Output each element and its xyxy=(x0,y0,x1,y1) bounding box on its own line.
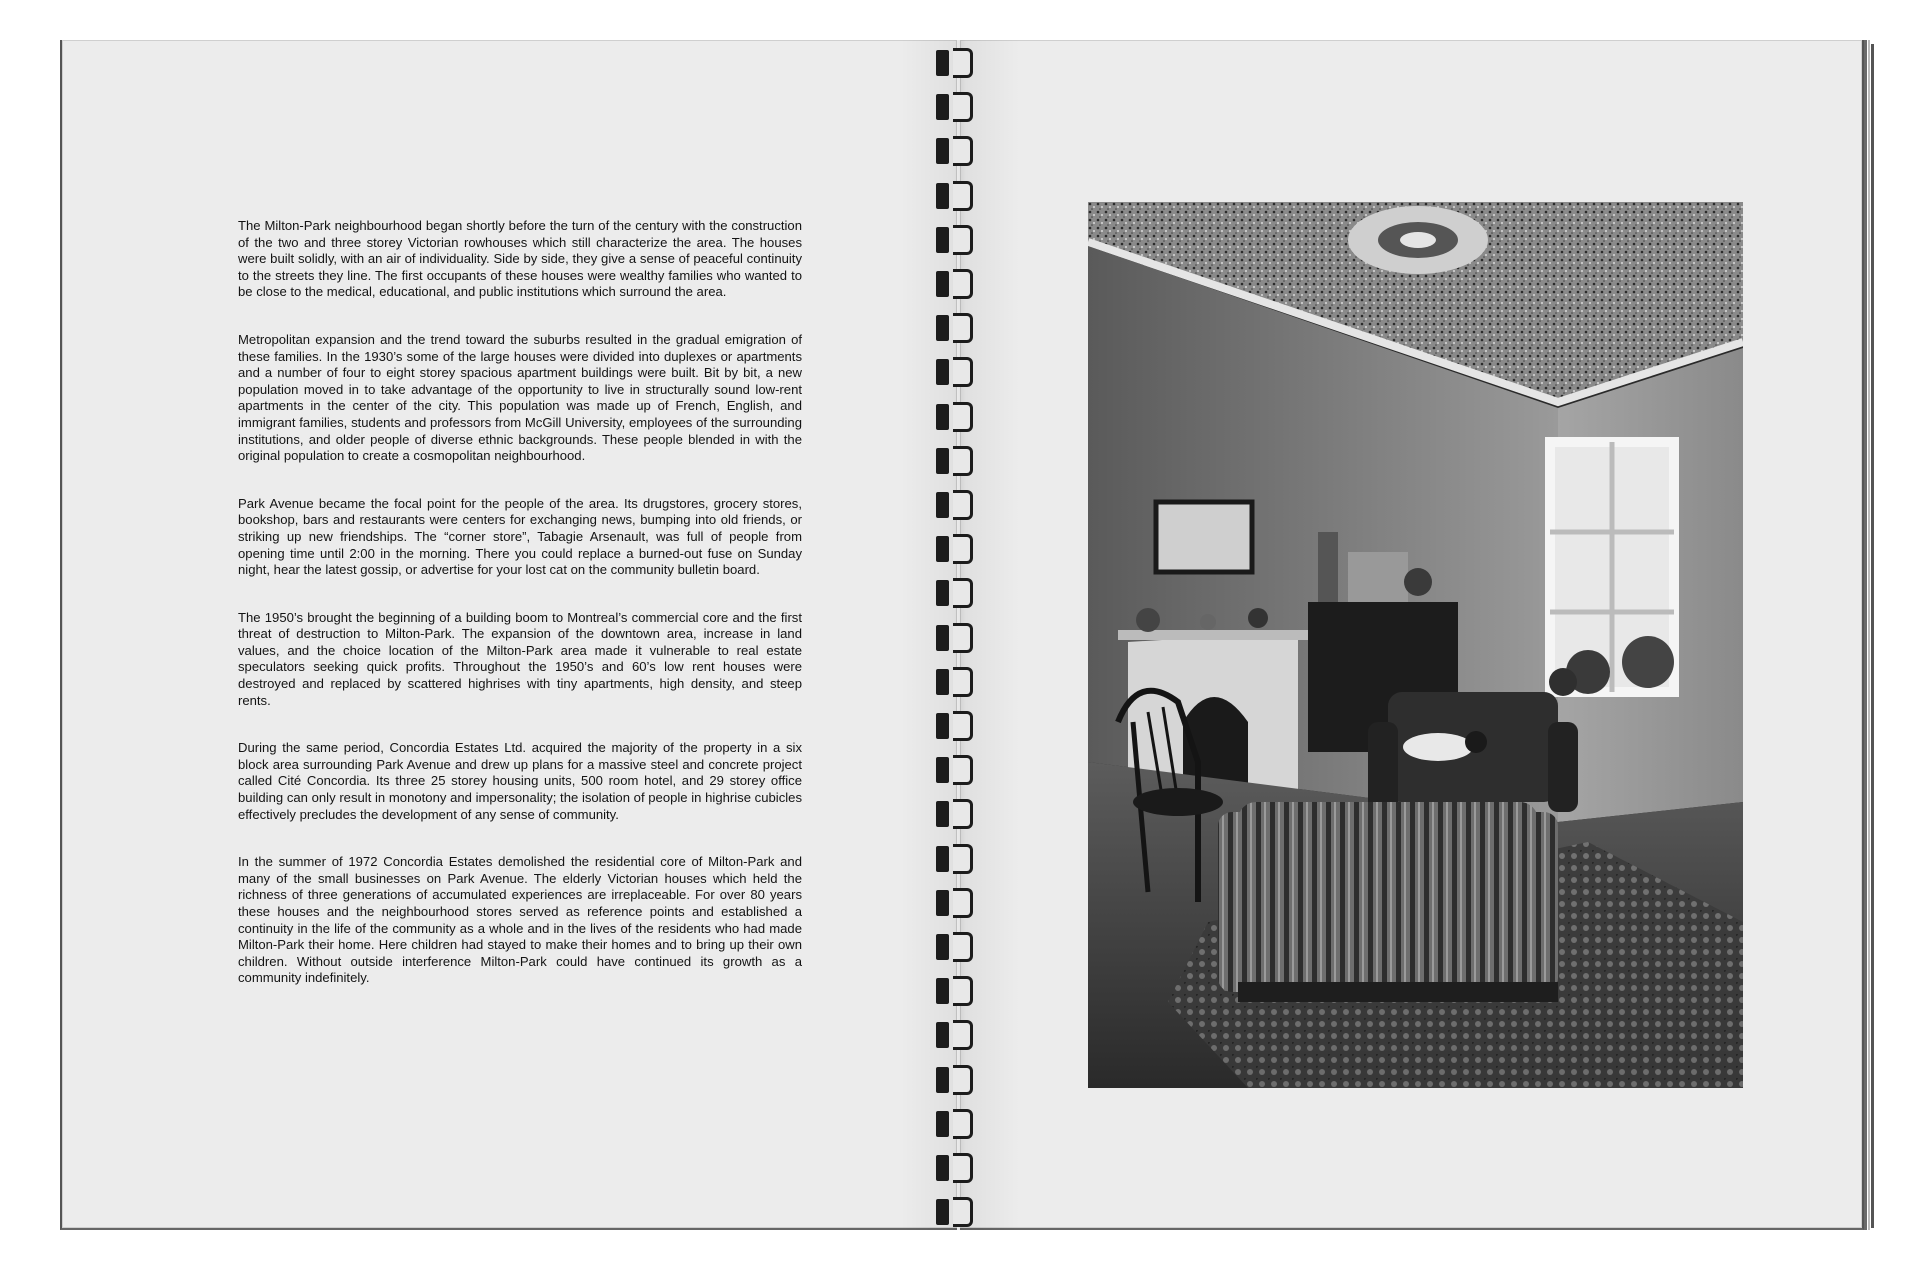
paragraph: In the summer of 1972 Concordia Estates demolished the residential core of Milton-Park and many of the small businesses on Park Avenue. The elderly Victorian houses which held the richness of three generations of accumulated experiences are irreplaceable. For over 80 years these houses and the neighbourhood stores served as reference points and established a continuity in the life of the community as a whole and in the lives of the residents who had made Milton-Park their home. Here children had stayed to make their homes and to bring up their own children. Without outside interference Milton-Park could have continued its growth as a community indefinitely. xyxy=(238,854,802,986)
binding-ring xyxy=(936,667,978,697)
binding-ring xyxy=(936,1153,978,1183)
binding-ring xyxy=(936,534,978,564)
binding-ring xyxy=(936,402,978,432)
binding-ring xyxy=(936,1197,978,1227)
binding-ring xyxy=(936,357,978,387)
binding-ring xyxy=(936,1065,978,1095)
binding-ring xyxy=(936,844,978,874)
binding-ring xyxy=(936,623,978,653)
paragraph: Metropolitan expansion and the trend toward the suburbs resulted in the gradual emigration of these families. In the 1930’s some of the large houses were divided into duplexes or apartments and a number of four to eight storey spacious apartment buildings were built. Bit by bit, a new population moved in to take advantage of the opportunity to live in structurally sound low-rent apartments in the center of the city. This population was made up of French, English, and immigrant families, students and professors from McGill University, employees of the surrounding institutions, and older people of diverse ethnic backgrounds. These people blended in with the original population to create a cosmopolitan neighbourhood. xyxy=(238,331,802,464)
binding-ring xyxy=(936,136,978,166)
body-text xyxy=(238,218,802,1018)
binding-ring xyxy=(936,181,978,211)
page-edge xyxy=(1868,40,1870,1230)
binding-ring xyxy=(936,799,978,829)
binding-ring xyxy=(936,1109,978,1139)
page-edge xyxy=(1864,40,1867,1230)
paragraph: Park Avenue became the focal point for the people of the area. Its drugstores, grocery stores, bookshop, bars and restaurants were centers for exchanging news, bumping into old friends, or striking up new friendships. The “corner store”, Tabagie Arsenault, was full of people from opening time until 2:00 in the morning. There you could replace a burned-out fuse on Sunday night, hear the latest gossip, or advertise for your lost cat on the community bulletin board. xyxy=(238,495,802,578)
page-edge xyxy=(1871,44,1874,1228)
paragraph: During the same period, Concordia Estates Ltd. acquired the majority of the property in a six block area surrounding Park Avenue and drew up plans for a massive steel and concrete project called Cité Concordia. Its three 25 storey housing units, 500 room hotel, and 29 storey office building can only result in monotony and impersonality; the isolation of people in highrise cubicles effectively precludes the development of any sense of community. xyxy=(238,740,802,822)
binding-ring xyxy=(936,446,978,476)
binding-ring xyxy=(936,888,978,918)
binding-ring xyxy=(936,1020,978,1050)
spiral-binding xyxy=(936,48,986,1228)
binding-ring xyxy=(936,48,978,78)
wall-picture xyxy=(1156,502,1252,572)
binding-ring xyxy=(936,225,978,255)
binding-ring xyxy=(936,976,978,1006)
paragraph: The Milton-Park neighbourhood began shortly before the turn of the century with the construction of the two and three storey Victorian rowhouses which still characterize the area. The houses were built solidly, with an air of individuality. Side by side, they give a sense of peaceful continuity to the streets they line. The first occupants of these houses were wealthy families who wanted to be close to the medical, educational, and public institutions which surround the area. xyxy=(238,218,802,300)
striped-sofa xyxy=(1238,802,1538,992)
binding-ring xyxy=(936,578,978,608)
living-room-photo xyxy=(1088,202,1743,1088)
binding-ring xyxy=(936,490,978,520)
binding-ring xyxy=(936,313,978,343)
binding-ring xyxy=(936,269,978,299)
photo-illustration xyxy=(1088,202,1743,1088)
paragraph: The 1950’s brought the beginning of a building boom to Montreal’s commercial core and the first threat of destruction to Milton-Park. The expansion of the downtown area, increase in land values, and the choice location of the Milton-Park area made it vulnerable to real estate speculators seeking quick profits. Throughout the 1950’s and 60’s low rent houses were destroyed and replaced by scattered highrises with tiny apartments, high density, and steep rents. xyxy=(238,609,802,708)
binding-ring xyxy=(936,755,978,785)
binding-ring xyxy=(936,711,978,741)
binding-ring xyxy=(936,92,978,122)
binding-ring xyxy=(936,932,978,962)
